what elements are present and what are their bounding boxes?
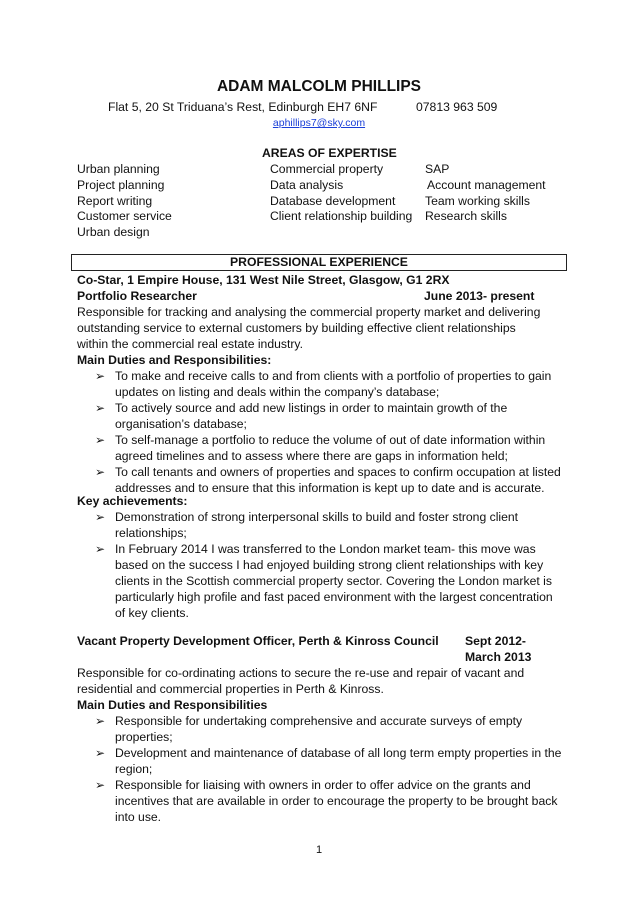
email-link[interactable]: aphillips7@sky.com: [272, 117, 366, 129]
arrowhead-bullet-icon: ➢: [95, 542, 106, 556]
list-item: ➢ Demonstration of strong interpersonal skills to build and foster strong client relationships;: [95, 510, 519, 540]
list-item: ➢ To actively source and add new listings in order to maintain growth of the organisation’s database;: [95, 401, 508, 431]
job2-summary: Responsible for co-ordinating actions to secure the re-use and repair of vacant and residential and commercial properties in Perth & Kinross.: [77, 666, 525, 696]
skill-item: Urban planning: [77, 162, 160, 176]
job1-achievements-list: [95, 509, 565, 621]
job2-duties-heading: Main Duties and Responsibilities: [77, 698, 268, 712]
job2-dates-end: March 2013: [465, 650, 532, 664]
job1-achievements-heading: Key achievements:: [77, 494, 188, 508]
job2-duties-list: [95, 713, 565, 825]
list-item: ➢ Development and maintenance of database of all long term empty properties in the region;: [95, 746, 562, 776]
arrowhead-bullet-icon: ➢: [95, 401, 106, 415]
list-item: ➢ To call tenants and owners of properties and spaces to confirm occupation at listed addresses and to ensure that this information is kept up to date and is accurate.: [95, 465, 561, 495]
job1-duties-heading: Main Duties and Responsibilities:: [77, 353, 272, 367]
skill-item: Data analysis: [270, 178, 344, 192]
candidate-name: ADAM MALCOLM PHILLIPS: [216, 78, 422, 95]
arrowhead-bullet-icon: ➢: [95, 369, 106, 383]
list-item: ➢ Responsible for liaising with owners in order to offer advice on the grants and incentives that are available in order to encourage the property to be brought back into use.: [95, 778, 558, 824]
page-number: 1: [315, 844, 323, 856]
list-item: ➢ To self-manage a portfolio to reduce the volume of out of date information within agreed timelines and to assess where there are gaps in information held;: [95, 433, 546, 463]
job1-summary: Responsible for tracking and analysing the commercial property market and delivering outstanding service to external customers by building effective client relationships within the commercial real estate industry.: [77, 305, 541, 351]
job2-dates-start: Sept 2012-: [465, 634, 526, 648]
arrowhead-bullet-icon: ➢: [95, 746, 106, 760]
skill-item: Commercial property: [270, 162, 384, 176]
arrowhead-bullet-icon: ➢: [95, 465, 106, 479]
address: Flat 5, 20 St Triduana’s Rest, Edinburgh EH7 6NF: [108, 100, 378, 114]
job1-dates: June 2013- present: [424, 289, 535, 303]
skill-item: Account management: [427, 178, 546, 192]
arrowhead-bullet-icon: ➢: [95, 510, 106, 524]
skill-item: Client relationship building: [270, 209, 413, 223]
skill-item: Customer service: [77, 209, 172, 223]
expertise-title: AREAS OF EXPERTISE: [262, 146, 397, 160]
section-heading: PROFESSIONAL EXPERIENCE: [230, 255, 408, 269]
job1-role: Portfolio Researcher: [77, 289, 197, 303]
skill-item: Database development: [270, 194, 396, 208]
skill-item: Project planning: [77, 178, 165, 192]
arrowhead-bullet-icon: ➢: [95, 714, 106, 728]
arrowhead-bullet-icon: ➢: [95, 778, 106, 792]
skill-item: Report writing: [77, 194, 153, 208]
job2-role: Vacant Property Development Officer, Perth & Kinross Council: [77, 634, 439, 648]
arrowhead-bullet-icon: ➢: [95, 433, 106, 447]
list-item: ➢ Responsible for undertaking comprehensive and accurate surveys of empty properties;: [95, 714, 523, 744]
job1-employer: Co-Star, 1 Empire House, 131 West Nile Street, Glasgow, G1 2RX: [77, 273, 450, 287]
skill-item: Team working skills: [425, 194, 530, 208]
job1-duties-list: [95, 368, 565, 496]
phone-number: 07813 963 509: [416, 100, 498, 114]
skill-item: SAP: [425, 162, 450, 176]
list-item: ➢ In February 2014 I was transferred to the London market team- this move was based on the success I had enjoyed building strong client relationships with key clients in the Scottish commercial property sector. Covering the London market is particularly high profile and fast paced environment with the largest concentration of key clients.: [95, 542, 553, 620]
list-item: ➢ To make and receive calls to and from clients with a portfolio of properties to gain updates on listing and deals within the company’s database;: [95, 369, 552, 399]
skill-item: Research skills: [425, 209, 507, 223]
skill-item: Urban design: [77, 225, 150, 239]
section-heading-box: [71, 254, 567, 271]
